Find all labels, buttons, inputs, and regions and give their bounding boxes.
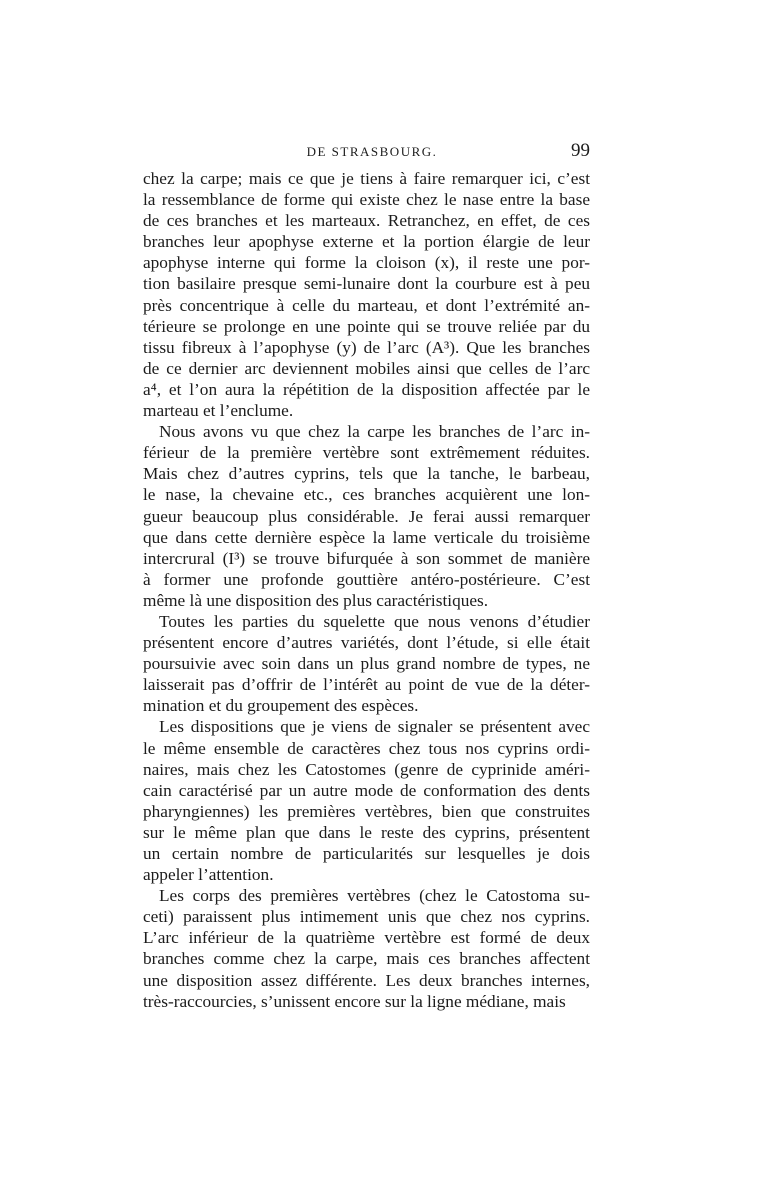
text-line: sur le même plan que dans le reste des cyprins, présentent (143, 822, 590, 842)
running-head: DE STRASBOURG. (306, 144, 438, 159)
text-line: ceti) paraissent plus intimement unis que chez nos cyprins. (143, 907, 590, 927)
text-line: très-raccourcies, s’unissent encore sur la ligne médiane, mais (143, 991, 566, 1011)
text-line: la ressemblance de forme qui existe chez le nase entre la base (143, 190, 590, 210)
text-line: un certain nombre de particularités sur lesquelles je dois (143, 844, 590, 863)
text-line: marteau et l’enclume. (143, 401, 294, 421)
text-line: Mais chez d’autres cyprins, tels que la tanche, le barbeau, (143, 464, 590, 484)
paragraph (143, 421, 590, 611)
text-line: même là une disposition des plus caractéristiques. (143, 590, 489, 610)
text-line: L’arc inférieur de la quatrième vertèbre est formé de deux (143, 928, 590, 948)
page-number: 99 (571, 140, 590, 161)
text-line: tion basilaire presque semi-lunaire dont la courbure est à peu (143, 274, 590, 294)
text-line: le nase, la chevaine etc., ces branches acquièrent une lon- (143, 485, 590, 505)
text-line: à former une profonde gouttière antéro-postérieure. C’est (143, 569, 590, 589)
text-line: férieur de la première vertèbre sont extrêmement réduites. (143, 443, 590, 463)
text-line: près concentrique à celle du marteau, et dont l’extrémité an- (143, 295, 590, 315)
text-line: Nous avons vu que chez la carpe les branches de l’arc in- (159, 422, 590, 442)
text-line: Toutes les parties du squelette que nous venons d’étudier (159, 611, 590, 631)
text-line: Les corps des premières vertèbres (chez le Catostoma su- (159, 886, 590, 906)
text-line: une disposition assez différente. Les deux branches internes, (143, 970, 590, 990)
paragraph (143, 885, 590, 1012)
text-line: branches leur apophyse externe et la portion élargie de leur (143, 232, 590, 252)
text-line: le même ensemble de caractères chez tous nos cyprins ordi- (143, 738, 590, 758)
text-line: laisserait pas d’offrir de l’intérêt au point de vue de la déter- (143, 675, 590, 695)
text-line: de ces branches et les marteaux. Retranchez, en effet, de ces (143, 211, 590, 231)
text-line: que dans cette dernière espèce la lame verticale du troisième (143, 527, 590, 547)
text-line: a⁴, et l’on aura la répétition de la disposition affectée par le (143, 379, 590, 399)
text-line: térieure se prolonge en une pointe qui se trouve reliée par du (143, 316, 590, 336)
text-line: naires, mais chez les Catostomes (genre de cyprinide améri- (143, 759, 590, 779)
text-line: tissu fibreux à l’apophyse (y) de l’arc (A³). Que les branches (143, 337, 590, 357)
text-line: poursuivie avec soin dans un plus grand nombre de types, ne (143, 654, 590, 674)
text-line: gueur beaucoup plus considérable. Je ferai aussi remarquer (143, 506, 590, 526)
text-line: apophyse interne qui forme la cloison (x), il reste une por- (143, 253, 590, 273)
text-line: pharyngiennes) les premières vertèbres, bien que construites (143, 801, 590, 821)
text-line: chez la carpe; mais ce que je tiens à faire remarquer ici, c’est (143, 169, 590, 188)
paragraph (143, 168, 590, 421)
paragraph (143, 716, 590, 885)
text-line: mination et du groupement des espèces. (143, 696, 419, 716)
text-line: branches comme chez la carpe, mais ces branches affectent (143, 949, 590, 969)
body-text (143, 168, 590, 1012)
text-line: Les dispositions que je viens de signaler se présentent avec (159, 717, 590, 737)
page-header (143, 140, 590, 164)
text-line: cain caractérisé par un autre mode de conformation des dents (143, 780, 590, 800)
text-line: intercrural (I³) se trouve bifurquée à son sommet de manière (143, 548, 590, 568)
text-line: appeler l’attention. (143, 865, 274, 885)
paragraph (143, 611, 590, 716)
text-line: de ce dernier arc deviennent mobiles ainsi que celles de l’arc (143, 358, 590, 378)
text-line: présentent encore d’autres variétés, dont l’étude, si elle était (143, 633, 590, 653)
